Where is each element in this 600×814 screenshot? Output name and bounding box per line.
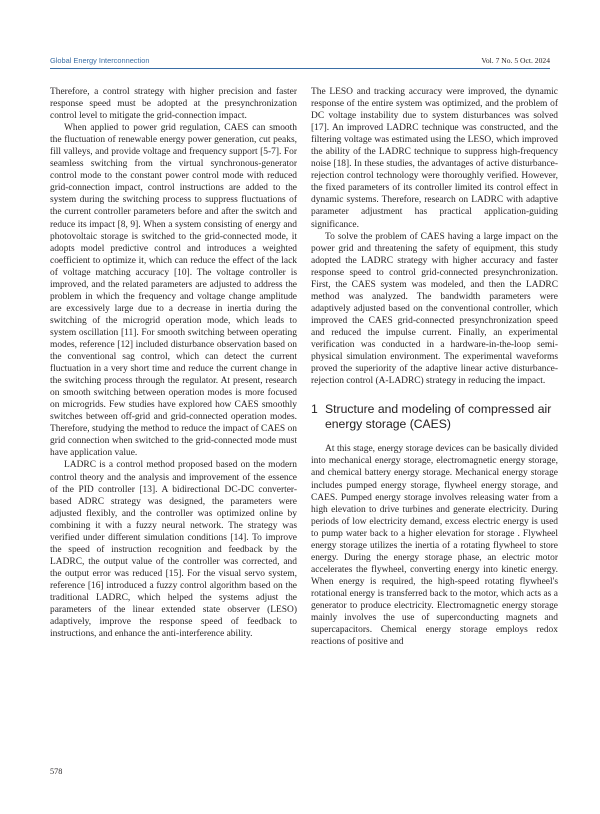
journal-name: Global Energy Interconnection [50, 56, 150, 65]
paragraph: When applied to power grid regulation, CAES can smooth the fluctuation of renewable energy power generation, cut peaks, fill valleys, and provide voltage and frequency support [5-7]. For seamless switching from the virtual synchronous-generator control mode to the constant power control mode with reduced grid-connection impact, control instructions are added to the system during the switching process to suppress fluctuations of the current controller parameters before and after the switch and reduce its impact [8, 9]. When a system consisting of energy and photovoltaic storage is switched to the grid-connected mode, it adopts model predictive control and introduces a weighted coefficient to optimize it, which can reduce the effect of the lack of voltage matching accuracy [10]. The voltage controller is improved, and the related parameters are adjusted to address the problem in which the frequency and voltage change amplitude are excessively large due to a decrease in inertia during the switching of the microgrid operation mode, which leads to system oscillation [11]. For smooth switching between operating modes, reference [12] included disturbance observation based on the conventional sag control, which can detect the current fluctuation in a very short time and reduce the current change in the switching process through the regulator. At present, research on smooth switching between operation modes is more focused on microgrids. Few studies have explored how CAES smoothly switches between off-grid and grid-connected operation modes. Therefore, studying the method to reduce the impact of CAES on grid connection when switched to the grid-connected mode must have application value. [50, 123, 297, 459]
paragraph: Therefore, a control strategy with higher precision and faster response speed must be adopted at the presynchronization control level to mitigate the grid-connection impact. [50, 87, 297, 122]
paragraph: At this stage, energy storage devices can be basically divided into mechanical energy storage, electromagnetic energy storage, and chemical battery energy storage. Mechanical energy storage includes pumped energy storage, flywheel energy storage, and CAES. Pumped energy storage involves releasing water from a high elevation to drive turbines and generate electricity. During periods of low electricity demand, excess electric energy is used to pump water back to a higher elevation for storage . Flywheel energy storage utilizes the inertia of a rotating flywheel to store energy. During the energy storage phase, an electric motor accelerates the flywheel, converting energy into kinetic energy. When energy is required, the high-speed rotating flywheel's rotational energy is transferred back to the motor, which acts as a generator to produce electricity. Electromagnetic energy storage mainly involves the use of superconducting magnets and supercapacitors. Chemical energy storage employs redox reactions of positive and [311, 444, 558, 648]
paragraph: The LESO and tracking accuracy were improved, the dynamic response of the entire system was optimized, and the problem of DC voltage instability due to system disturbances was solved [17]. An improved LADRC technique was constructed, and the filtering voltage was estimated using the LESO, which improved the ability of the LADRC technique to suppress high-frequency noise [18]. In these studies, the advantages of active disturbance-rejection control technology were thoroughly verified. However, the fixed parameters of its controller limited its control effect in dynamic systems. Therefore, research on LADRC with adaptive parameter adjustment has practical application-guiding significance. [311, 87, 558, 230]
section-number: 1 [311, 402, 318, 417]
left-column [50, 86, 297, 640]
section-title: Structure and modeling of compressed air energy storage (CAES) [325, 402, 552, 431]
issue-info: Vol. 7 No. 5 Oct. 2024 [481, 56, 550, 65]
section-heading [311, 402, 558, 431]
right-column [311, 86, 558, 648]
paragraph: LADRC is a control method proposed based on the modern control theory and the analysis and improvement of the essence of the PID controller [13]. A bidirectional DC-DC converter-based ADRC strategy was designed, the parameters were adjusted flexibly, and the controller was optimized online by combining it with a fuzzy neural network. The strategy was verified under different simulation conditions [14]. To improve the speed of instruction recognition and feedback by the LADRC, the output value of the controller was corrected, and the output error was reduced [15]. For the visual servo system, reference [16] introduced a fuzzy control algorithm based on the traditional LADRC, which helped the systems adjust the parameters of the linear extended state observer (LESO) adaptively, improve the response speed of feedback to instructions, and enhance the anti-interference ability. [50, 460, 297, 640]
page-number: 578 [50, 767, 63, 776]
running-header [50, 56, 550, 69]
paragraph: To solve the problem of CAES having a large impact on the power grid and threatening the safety of equipment, this study adopted the LADRC strategy with higher accuracy and faster response speed to control grid-connected presynchronization. First, the CAES system was modeled, and then the LADRC method was analyzed. The bandwidth parameters were adaptively adjusted based on the conventional controller, which improved the CAES grid-connected presynchronization speed and reduced the impulse current. Finally, an experimental verification was conducted in a hardware-in-the-loop semi-physical simulation environment. The experimental waveforms proved the superiority of the adaptive linear active disturbance-rejection control (A-LADRC) strategy in reducing the impact. [311, 231, 558, 387]
